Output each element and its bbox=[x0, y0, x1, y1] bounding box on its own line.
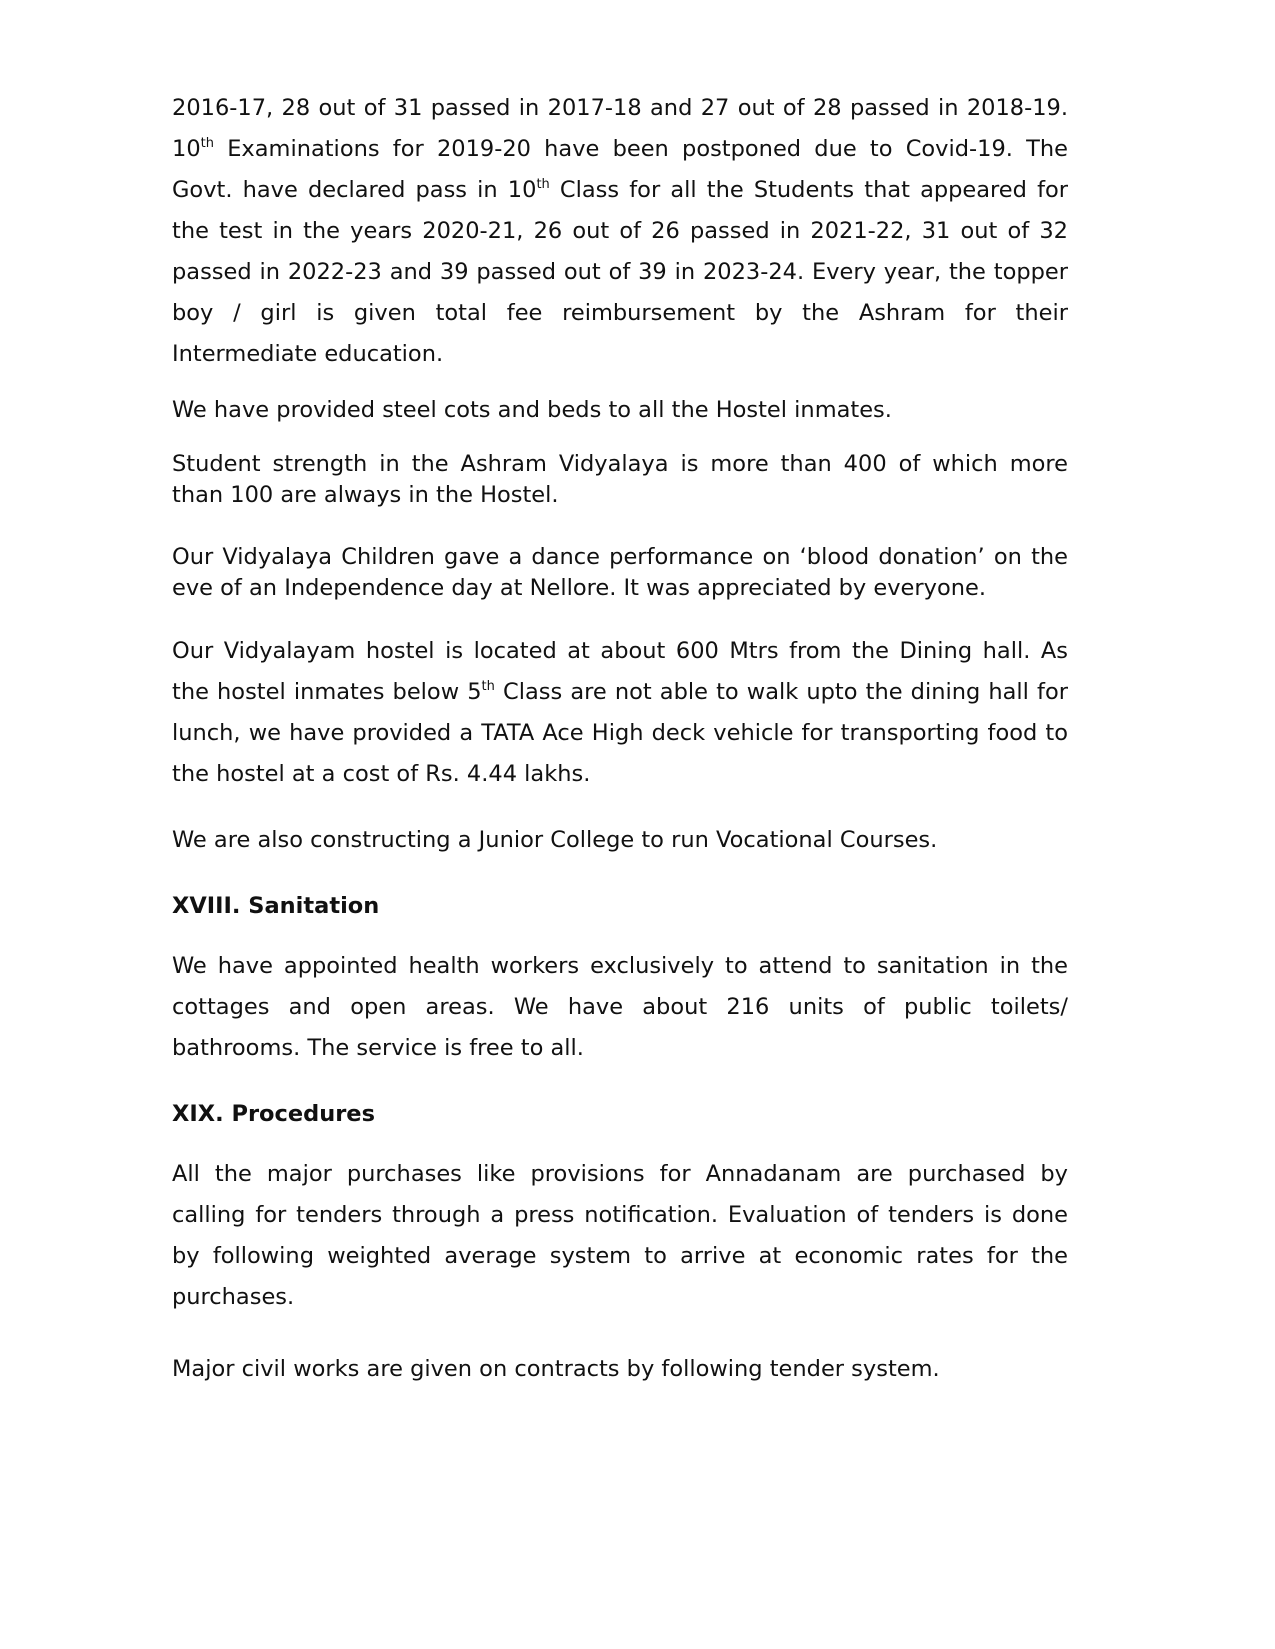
heading-sanitation: XVIII. Sanitation bbox=[172, 893, 380, 919]
paragraph-hostel-vehicle: Our Vidyalayam hostel is located at about 600 Mtrs from the Dining hall. As the hostel inmates below 5th Class are not able to walk upto the dining hall for lunch, we have provided a TATA Ace High deck vehicle for transporting food to the hostel at a cost of Rs. 4.44 lakhs. bbox=[172, 637, 1068, 787]
paragraph-junior-college: We are also constructing a Junior College to run Vocational Courses. bbox=[172, 826, 938, 853]
paragraph-sanitation: We have appointed health workers exclusively to attend to sanitation in the cottages and open areas. We have about 216 units of public toilets/ bathrooms. The service is free to all. bbox=[172, 953, 1068, 1061]
document-page bbox=[172, 88, 1068, 1386]
paragraph-steel-cots: We have provided steel cots and beds to all the Hostel inmates. bbox=[172, 397, 892, 423]
paragraph-student-strength: Student strength in the Ashram Vidyalaya is more than 400 of which more than 100 are always in the Hostel. bbox=[172, 450, 1068, 508]
paragraph-dance-performance: Our Vidyalaya Children gave a dance performance on ‘blood donation’ on the eve of an Independence day at Nellore. It was appreciated by everyone. bbox=[172, 543, 1068, 601]
paragraph-procedures-civil-works: Major civil works are given on contracts by following tender system. bbox=[172, 1356, 940, 1382]
heading-procedures: XIX. Procedures bbox=[172, 1101, 375, 1127]
paragraph-procedures-purchases: All the major purchases like provisions for Annadanam are purchased by calling for tenders through a press notification. Evaluation of tenders is done by following weighted average system to arrive at economic rates for the purchases. bbox=[172, 1161, 1068, 1310]
paragraph-exam-results: 2016-17, 28 out of 31 passed in 2017-18 and 27 out of 28 passed in 2018-19. 10th Examinations for 2019-20 have been postponed due to Covid-19. The Govt. have declared pass in 10th Class for all the Students that appeared for the test in the years 2020-21, 26 out of 26 passed in 2021-22, 31 out of 32 passed in 2022-23 and 39 passed out of 39 in 2023-24. Every year, the topper boy / girl is given total fee reimbursement by the Ashram for their Intermediate education. bbox=[172, 95, 1069, 367]
